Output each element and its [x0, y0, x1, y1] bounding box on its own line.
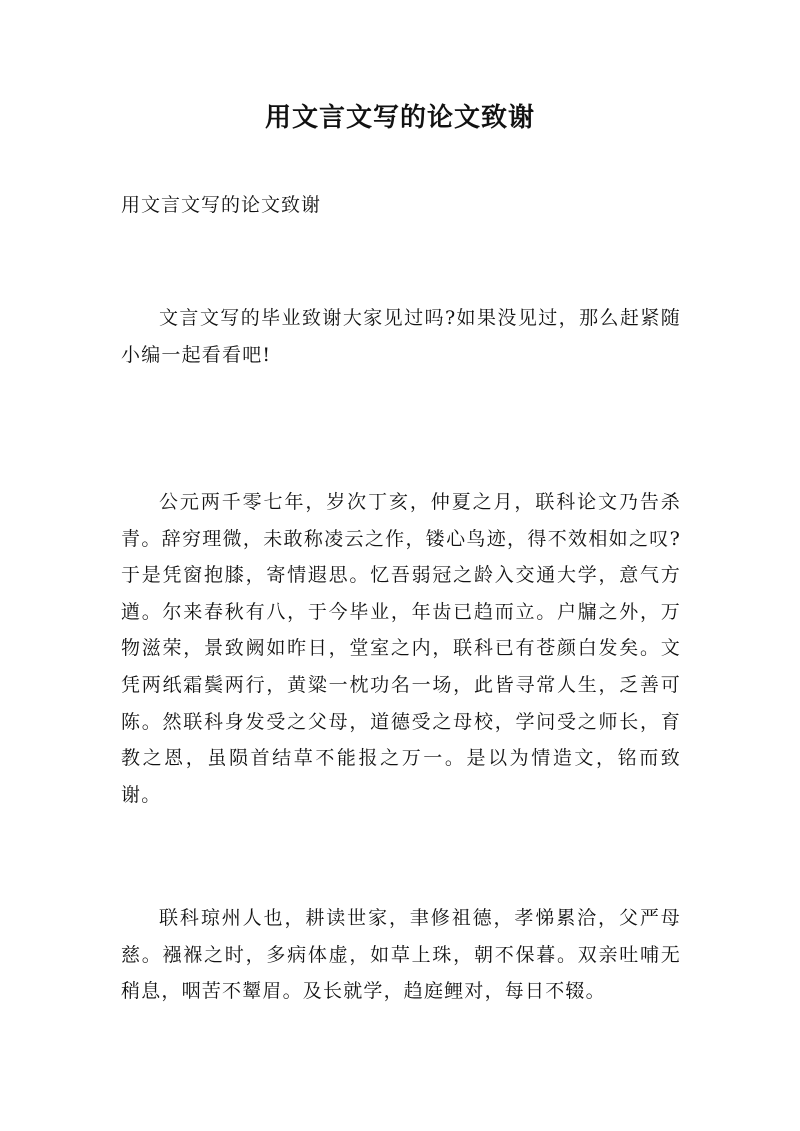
- paragraph-main: 公元两千零七年，岁次丁亥，仲夏之月，联科论文乃告杀青。辞穷理微，未敢称凌云之作，镂心鸟迹，得不效相如之叹?于是凭窗抱膝，寄情遐思。忆吾弱冠之龄入交通大学，意气方遒。尔来春秋有八，于今毕业，年齿已趋而立。户牖之外，万物滋荣，景致阙如昨日，堂室之内，联科已有苍颜白发矣。文凭两纸霜鬓两行，黄粱一枕功名一场，此皆寻常人生，乏善可陈。然联科身发受之父母，道德受之母校，学问受之师长，育教之恩，虽陨首结草不能报之万一。是以为情造文，铭而致谢。: [121, 491, 681, 806]
- document-title: 用文言文写的论文致谢: [264, 103, 535, 133]
- paragraph-family: 联科琼州人也，耕读世家，聿修祖德，孝悌累洽，父严母慈。襁褓之时，多病体虚，如草上珠，朝不保暮。双亲吐哺无稍息，咽苦不颦眉。及长就学，趋庭鲤对，每日不辍。: [121, 907, 681, 1003]
- document-subtitle: 用文言文写的论文致谢: [121, 194, 322, 216]
- paragraph-intro: 文言文写的毕业致谢大家见过吗?如果没见过，那么赶紧随小编一起看看吧!: [121, 307, 681, 366]
